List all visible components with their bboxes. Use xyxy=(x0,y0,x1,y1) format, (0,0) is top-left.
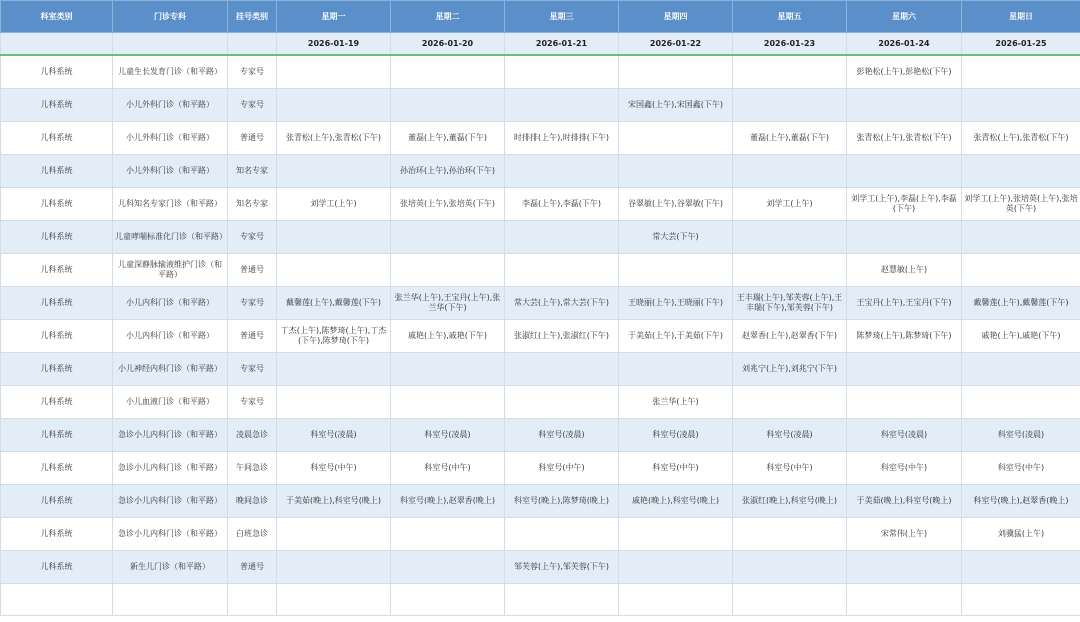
schedule-cell[interactable]: 科室号(晚上),陈梦琦(晚上) xyxy=(505,485,619,518)
registration-type-cell: 专家号 xyxy=(228,287,277,320)
department-cell: 儿科系统 xyxy=(1,155,113,188)
table-row[interactable] xyxy=(1,320,1080,353)
department-cell: 儿科系统 xyxy=(1,188,113,221)
schedule-cell xyxy=(619,518,733,551)
schedule-cell[interactable]: 赵慧敏(上午) xyxy=(847,254,962,287)
department-cell: 儿科系统 xyxy=(1,353,113,386)
department-cell: 儿科系统 xyxy=(1,386,113,419)
schedule-cell xyxy=(391,353,505,386)
schedule-cell[interactable]: 戴馨莲(上午),戴馨莲(下午) xyxy=(962,287,1080,320)
schedule-cell[interactable]: 戚艳(晚上),科室号(晚上) xyxy=(619,485,733,518)
department-cell: 儿科系统 xyxy=(1,221,113,254)
registration-type-cell: 专家号 xyxy=(228,55,277,89)
schedule-cell xyxy=(391,221,505,254)
date-cell: 2026-01-20 xyxy=(391,33,505,56)
registration-type-cell: 专家号 xyxy=(228,89,277,122)
empty-cell xyxy=(619,584,733,616)
schedule-cell xyxy=(619,122,733,155)
schedule-cell xyxy=(847,353,962,386)
date-cell: 2026-01-19 xyxy=(277,33,391,56)
department-cell: 儿科系统 xyxy=(1,55,113,89)
schedule-cell xyxy=(505,89,619,122)
schedule-cell xyxy=(847,221,962,254)
date-row xyxy=(1,33,1080,56)
column-header[interactable]: 挂号类别 xyxy=(228,1,277,33)
empty-cell xyxy=(277,584,391,616)
schedule-cell[interactable]: 董磊(上午),董磊(下午) xyxy=(391,122,505,155)
schedule-cell xyxy=(277,89,391,122)
registration-type-cell: 普通号 xyxy=(228,551,277,584)
schedule-cell xyxy=(619,551,733,584)
column-header[interactable]: 科室类别 xyxy=(1,1,113,33)
registration-type-cell: 专家号 xyxy=(228,353,277,386)
schedule-cell xyxy=(847,551,962,584)
schedule-cell xyxy=(619,353,733,386)
clinic-cell: 儿童深静脉输液维护门诊（和平路） xyxy=(113,254,228,287)
table-row[interactable] xyxy=(1,155,1080,188)
schedule-cell[interactable]: 科室号(凌晨) xyxy=(847,419,962,452)
schedule-cell[interactable]: 张青松(上午),张青松(下午) xyxy=(962,122,1080,155)
schedule-cell[interactable]: 刘学工(上午),李磊(上午),李磊(下午) xyxy=(847,188,962,221)
column-header[interactable]: 星期四 xyxy=(619,1,733,33)
clinic-cell: 小儿内科门诊（和平路） xyxy=(113,287,228,320)
clinic-cell: 小儿血液门诊（和平路） xyxy=(113,386,228,419)
schedule-cell xyxy=(733,221,847,254)
schedule-cell xyxy=(962,89,1080,122)
schedule-cell[interactable]: 邹芙蓉(上午),邹芙蓉(下午) xyxy=(505,551,619,584)
empty-cell xyxy=(113,584,228,616)
schedule-cell xyxy=(733,518,847,551)
date-cell: 2026-01-23 xyxy=(733,33,847,56)
schedule-cell[interactable]: 科室号(晚上),赵翠香(晚上) xyxy=(962,485,1080,518)
schedule-cell xyxy=(619,254,733,287)
schedule-cell[interactable]: 于美茹(晚上),科室号(晚上) xyxy=(847,485,962,518)
registration-type-cell: 知名专家 xyxy=(228,155,277,188)
schedule-cell[interactable]: 张兰华(上午) xyxy=(619,386,733,419)
empty-cell xyxy=(1,584,113,616)
table-row[interactable] xyxy=(1,485,1080,518)
schedule-cell[interactable]: 董磊(上午),董磊(下午) xyxy=(733,122,847,155)
empty-cell xyxy=(733,584,847,616)
registration-type-cell: 专家号 xyxy=(228,221,277,254)
table-row[interactable] xyxy=(1,122,1080,155)
schedule-cell xyxy=(733,89,847,122)
schedule-cell[interactable]: 常大芸(上午),常大芸(下午) xyxy=(505,287,619,320)
schedule-cell xyxy=(277,221,391,254)
schedule-cell[interactable]: 刘骥猛(上午) xyxy=(962,518,1080,551)
schedule-cell xyxy=(962,55,1080,89)
empty-cell xyxy=(228,584,277,616)
table-row[interactable] xyxy=(1,254,1080,287)
schedule-cell[interactable]: 于美茹(上午),于美茹(下午) xyxy=(619,320,733,353)
schedule-cell xyxy=(277,155,391,188)
empty-cell xyxy=(962,584,1080,616)
schedule-cell xyxy=(391,55,505,89)
column-header[interactable]: 星期二 xyxy=(391,1,505,33)
clinic-cell: 儿童哮喘标准化门诊（和平路） xyxy=(113,221,228,254)
schedule-cell xyxy=(391,89,505,122)
schedule-cell xyxy=(391,386,505,419)
date-cell: 2026-01-21 xyxy=(505,33,619,56)
empty-cell xyxy=(391,584,505,616)
schedule-cell xyxy=(277,551,391,584)
schedule-cell[interactable]: 谷翠敏(上午),谷翠敏(下午) xyxy=(619,188,733,221)
department-cell: 儿科系统 xyxy=(1,551,113,584)
schedule-cell[interactable]: 科室号(中午) xyxy=(847,452,962,485)
table-row[interactable] xyxy=(1,452,1080,485)
schedule-cell xyxy=(733,386,847,419)
schedule-cell[interactable]: 张淑红(上午),张淑红(下午) xyxy=(505,320,619,353)
clinic-cell: 急诊小儿内科门诊（和平路） xyxy=(113,452,228,485)
schedule-cell xyxy=(277,518,391,551)
column-header[interactable]: 星期五 xyxy=(733,1,847,33)
table-row[interactable] xyxy=(1,221,1080,254)
schedule-cell[interactable]: 科室号(凌晨) xyxy=(391,419,505,452)
schedule-cell xyxy=(962,386,1080,419)
schedule-cell[interactable]: 张培英(上午),张培英(下午) xyxy=(391,188,505,221)
schedule-cell xyxy=(847,155,962,188)
date-cell: 2026-01-22 xyxy=(619,33,733,56)
schedule-cell[interactable]: 陈梦琦(上午),陈梦琦(下午) xyxy=(847,320,962,353)
date-cell xyxy=(113,33,228,56)
schedule-cell[interactable]: 张淑红(晚上),科室号(晚上) xyxy=(733,485,847,518)
schedule-cell xyxy=(505,55,619,89)
registration-type-cell: 专家号 xyxy=(228,386,277,419)
schedule-cell[interactable]: 科室号(凌晨) xyxy=(962,419,1080,452)
registration-type-cell: 凌晨急诊 xyxy=(228,419,277,452)
schedule-cell xyxy=(962,155,1080,188)
header-row xyxy=(1,1,1080,33)
clinic-cell: 小儿外科门诊（和平路） xyxy=(113,122,228,155)
clinic-cell: 小儿内科门诊（和平路） xyxy=(113,320,228,353)
schedule-cell xyxy=(391,551,505,584)
schedule-cell[interactable]: 刘学工(上午),张培英(上午),张培英(下午) xyxy=(962,188,1080,221)
schedule-cell[interactable]: 王宝丹(上午),王宝丹(下午) xyxy=(847,287,962,320)
clinic-cell: 急诊小儿内科门诊（和平路） xyxy=(113,419,228,452)
registration-type-cell: 普通号 xyxy=(228,320,277,353)
table-row[interactable] xyxy=(1,518,1080,551)
registration-type-cell: 普通号 xyxy=(228,122,277,155)
empty-cell xyxy=(505,584,619,616)
schedule-cell xyxy=(391,254,505,287)
schedule-cell[interactable]: 科室号(中午) xyxy=(391,452,505,485)
schedule-cell[interactable]: 孙治环(上午),孙治环(下午) xyxy=(391,155,505,188)
date-cell: 2026-01-24 xyxy=(847,33,962,56)
schedule-cell[interactable]: 李磊(上午),李磊(下午) xyxy=(505,188,619,221)
schedule-cell xyxy=(505,353,619,386)
clinic-cell: 新生儿门诊（和平路） xyxy=(113,551,228,584)
table-row[interactable] xyxy=(1,419,1080,452)
schedule-cell[interactable]: 科室号(中午) xyxy=(962,452,1080,485)
clinic-cell: 儿童生长发育门诊（和平路） xyxy=(113,55,228,89)
schedule-cell[interactable]: 刘学工(上午) xyxy=(733,188,847,221)
registration-type-cell: 晚间急诊 xyxy=(228,485,277,518)
table-row[interactable] xyxy=(1,551,1080,584)
schedule-cell xyxy=(962,551,1080,584)
schedule-cell xyxy=(505,221,619,254)
schedule-cell xyxy=(277,254,391,287)
schedule-cell xyxy=(733,254,847,287)
schedule-cell[interactable]: 赵翠香(上午),赵翠香(下午) xyxy=(733,320,847,353)
schedule-cell xyxy=(277,386,391,419)
department-cell: 儿科系统 xyxy=(1,89,113,122)
column-header[interactable]: 星期日 xyxy=(962,1,1080,33)
schedule-cell xyxy=(391,518,505,551)
schedule-cell[interactable]: 科室号(中午) xyxy=(733,452,847,485)
schedule-cell xyxy=(277,55,391,89)
clinic-cell: 小儿外科门诊（和平路） xyxy=(113,155,228,188)
schedule-cell[interactable]: 戴馨莲(上午),戴馨莲(下午) xyxy=(277,287,391,320)
schedule-cell[interactable]: 戚艳(上午),戚艳(下午) xyxy=(391,320,505,353)
empty-cell xyxy=(847,584,962,616)
registration-type-cell: 普通号 xyxy=(228,254,277,287)
schedule-cell xyxy=(505,254,619,287)
table-row[interactable] xyxy=(1,353,1080,386)
column-header[interactable]: 星期六 xyxy=(847,1,962,33)
table-row[interactable] xyxy=(1,55,1080,89)
table-row[interactable] xyxy=(1,89,1080,122)
department-cell: 儿科系统 xyxy=(1,452,113,485)
department-cell: 儿科系统 xyxy=(1,485,113,518)
registration-type-cell: 白班急诊 xyxy=(228,518,277,551)
table-row[interactable] xyxy=(1,188,1080,221)
schedule-cell[interactable]: 科室号(中午) xyxy=(277,452,391,485)
empty-row xyxy=(1,584,1080,616)
schedule-cell xyxy=(962,353,1080,386)
schedule-cell[interactable]: 科室号(中午) xyxy=(619,452,733,485)
clinic-cell: 急诊小儿内科门诊（和平路） xyxy=(113,485,228,518)
schedule-cell[interactable]: 丁杰(上午),陈梦琦(上午),丁杰(下午),陈梦琦(下午) xyxy=(277,320,391,353)
schedule-cell[interactable]: 张青松(上午),张青松(下午) xyxy=(277,122,391,155)
schedule-cell xyxy=(733,55,847,89)
schedule-cell[interactable]: 科室号(凌晨) xyxy=(733,419,847,452)
schedule-cell[interactable]: 戚艳(上午),戚艳(下午) xyxy=(962,320,1080,353)
clinic-cell: 小儿外科门诊（和平路） xyxy=(113,89,228,122)
department-cell: 儿科系统 xyxy=(1,419,113,452)
clinic-cell: 小儿神经内科门诊（和平路） xyxy=(113,353,228,386)
department-cell: 儿科系统 xyxy=(1,254,113,287)
department-cell: 儿科系统 xyxy=(1,287,113,320)
schedule-cell[interactable]: 刘学工(上午) xyxy=(277,188,391,221)
schedule-cell xyxy=(505,155,619,188)
schedule-cell[interactable]: 王丰瑞(上午),邹芙蓉(上午),王丰瑞(下午),邹芙蓉(下午) xyxy=(733,287,847,320)
date-cell: 2026-01-25 xyxy=(962,33,1080,56)
clinic-cell: 儿科知名专家门诊（和平路） xyxy=(113,188,228,221)
schedule-cell xyxy=(619,55,733,89)
schedule-cell xyxy=(733,551,847,584)
schedule-cell[interactable]: 张青松(上午),张青松(下午) xyxy=(847,122,962,155)
registration-type-cell: 午间急诊 xyxy=(228,452,277,485)
schedule-cell[interactable]: 宋常伟(上午) xyxy=(847,518,962,551)
column-header[interactable]: 星期一 xyxy=(277,1,391,33)
schedule-cell[interactable]: 刘兆宁(上午),刘兆宁(下午) xyxy=(733,353,847,386)
column-header[interactable]: 门诊专科 xyxy=(113,1,228,33)
table-row[interactable] xyxy=(1,386,1080,419)
schedule-cell xyxy=(962,254,1080,287)
table-row[interactable] xyxy=(1,287,1080,320)
schedule-cell[interactable]: 科室号(凌晨) xyxy=(619,419,733,452)
schedule-body xyxy=(1,55,1080,616)
schedule-cell[interactable]: 张兰华(上午),王宝丹(上午),张兰华(下午) xyxy=(391,287,505,320)
department-cell: 儿科系统 xyxy=(1,122,113,155)
schedule-cell[interactable]: 彭艳松(上午),彭艳松(下午) xyxy=(847,55,962,89)
department-cell: 儿科系统 xyxy=(1,320,113,353)
schedule-cell[interactable]: 常大芸(下午) xyxy=(619,221,733,254)
schedule-cell[interactable]: 于美茹(晚上),科室号(晚上) xyxy=(277,485,391,518)
department-cell: 儿科系统 xyxy=(1,518,113,551)
schedule-cell[interactable]: 时排排(上午),时排排(下午) xyxy=(505,122,619,155)
clinic-cell: 急诊小儿内科门诊（和平路） xyxy=(113,518,228,551)
schedule-cell[interactable]: 科室号(晚上),赵翠香(晚上) xyxy=(391,485,505,518)
schedule-cell xyxy=(619,155,733,188)
schedule-cell xyxy=(847,89,962,122)
schedule-cell xyxy=(505,518,619,551)
column-header[interactable]: 星期三 xyxy=(505,1,619,33)
schedule-cell[interactable]: 宋国鑫(上午),宋国鑫(下午) xyxy=(619,89,733,122)
schedule-cell[interactable]: 科室号(凌晨) xyxy=(505,419,619,452)
date-cell xyxy=(1,33,113,56)
schedule-cell[interactable]: 科室号(中午) xyxy=(505,452,619,485)
schedule-cell[interactable]: 王晓丽(上午),王晓丽(下午) xyxy=(619,287,733,320)
registration-type-cell: 知名专家 xyxy=(228,188,277,221)
schedule-cell[interactable]: 科室号(凌晨) xyxy=(277,419,391,452)
schedule-cell xyxy=(505,386,619,419)
schedule-cell xyxy=(277,353,391,386)
schedule-cell xyxy=(962,221,1080,254)
date-cell xyxy=(228,33,277,56)
schedule-cell xyxy=(733,155,847,188)
schedule-cell xyxy=(847,386,962,419)
